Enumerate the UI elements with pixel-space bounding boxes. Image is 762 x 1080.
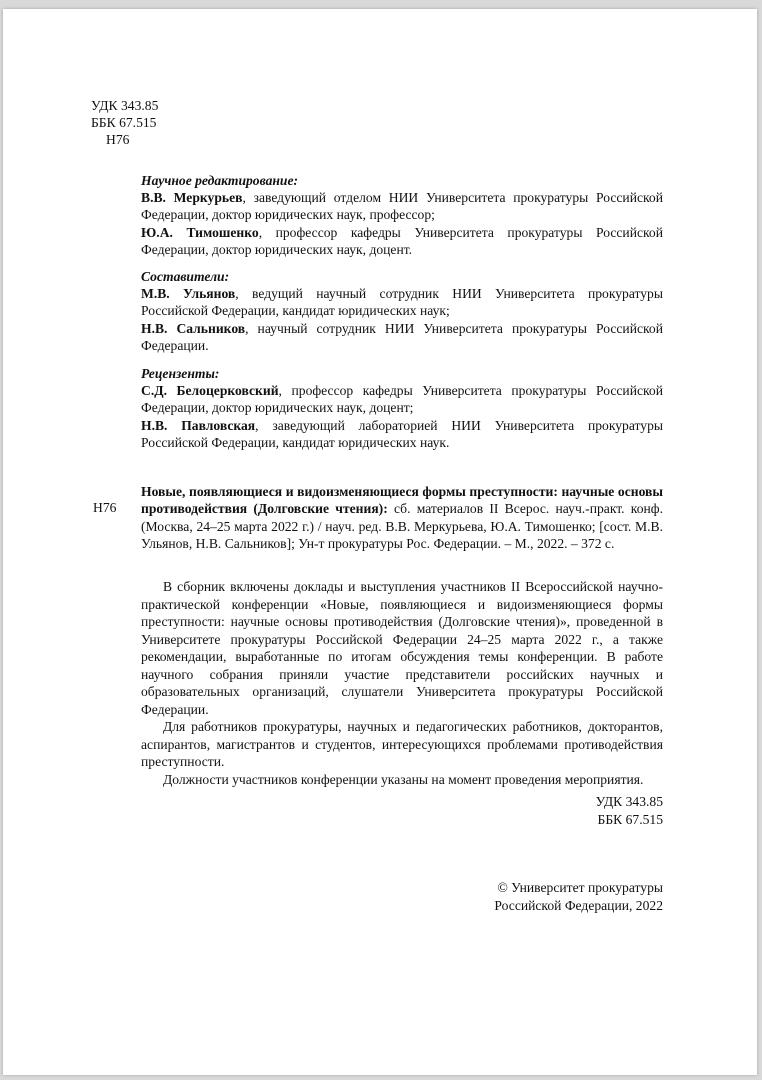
scientific-editing-section	[141, 172, 663, 258]
bibliographic-author-mark: Н76	[93, 500, 117, 515]
person-description: , профессор кафедры Университета прокуратуры Российской Федерации, доктор юридических наук, доцент.	[141, 224, 663, 257]
person-name: Н.В. Сальников	[141, 320, 246, 336]
abstract-paragraph: В сборник включены доклады и выступления участников II Всероссийской научно-практической конференции «Новые, появляющиеся и видоизменяющиеся формы преступности: научные основы противодействия (Долговские чтения)», проведенной в Университете прокуратуры Российской Федерации 24–25 марта 2022 г., а также рекомендации, выработанные по итогам обсуждения темы конференции. В работе научного собрания приняли участие представители российских научных и образовательных организаций, слушатели Университета прокуратуры Российской Федерации.	[141, 579, 663, 717]
section-heading: Научное редактирование:	[141, 173, 299, 188]
author-mark: Н76	[106, 132, 130, 147]
person-description: , заведующий лабораторией НИИ Университета прокуратуры Российской Федерации, кандидат юридических наук.	[141, 417, 663, 450]
person-name: Н.В. Павловская	[141, 417, 256, 433]
section-heading: Рецензенты:	[141, 366, 220, 381]
person-name: В.В. Меркурьев	[141, 190, 243, 206]
bibliographic-description	[141, 483, 663, 553]
bbk-code: ББК 67.515	[597, 811, 663, 827]
person-name: Ю.А. Тимошенко	[141, 224, 259, 240]
person-description: , заведующий отделом НИИ Университета прокуратуры Российской Федерации, доктор юридических наук, профессор;	[141, 190, 663, 223]
abstract	[141, 578, 663, 788]
person-description: , профессор кафедры Университета прокуратуры Российской Федерации, доктор юридических наук, доцент;	[141, 383, 663, 416]
copyright-notice	[494, 879, 663, 914]
compiler-entry	[141, 285, 663, 319]
bbk-code: ББК 67.515	[91, 115, 157, 130]
book-title: Новые, появляющиеся и видоизменяющиеся формы преступности: научные основы противодействия (Долговские чтения):	[141, 484, 663, 517]
copyright-line: © Университет прокуратуры	[497, 880, 663, 895]
document-page	[3, 9, 757, 1075]
copyright-line: Российской Федерации, 2022	[494, 897, 663, 913]
audience-paragraph: Для работников прокуратуры, научных и педагогических работников, докторантов, аспирантов, магистрантов и студентов, интересующихся проблемами противодействия преступности.	[141, 719, 663, 769]
section-heading: Составители:	[141, 269, 230, 284]
person-description: , ведущий научный сотрудник НИИ Университета прокуратуры Российской Федерации, кандидат юридических наук;	[141, 286, 663, 319]
compilers-section	[141, 268, 663, 354]
reviewer-entry	[141, 382, 663, 416]
udk-code: УДК 343.85	[595, 794, 663, 809]
classification-codes-bottom	[596, 793, 663, 828]
classification-codes-top	[91, 97, 158, 148]
udk-code: УДК 343.85	[91, 98, 159, 113]
editor-entry	[141, 224, 663, 258]
reviewer-entry	[141, 417, 663, 451]
compiler-entry	[141, 320, 663, 354]
person-description: , научный сотрудник НИИ Университета прокуратуры Российской Федерации.	[141, 320, 663, 353]
person-name: С.Д. Белоцерковский	[141, 383, 279, 399]
reviewers-section	[141, 365, 663, 451]
person-name: М.В. Ульянов	[141, 286, 236, 302]
bibliographic-details: сб. материалов II Всерос. науч.-практ. конф. (Москва, 24–25 марта 2022 г.) / науч. ред. В.В. Меркурьева, Ю.А. Тимошенко; [сост. М.В. Ульянов, Н.В. Сальников]; Ун-т прокуратуры Рос. Федерации. – М., 2022. – 372 с.	[141, 501, 663, 552]
note-paragraph: Должности участников конференции указаны на момент проведения мероприятия.	[163, 771, 644, 787]
editor-entry	[141, 189, 663, 223]
